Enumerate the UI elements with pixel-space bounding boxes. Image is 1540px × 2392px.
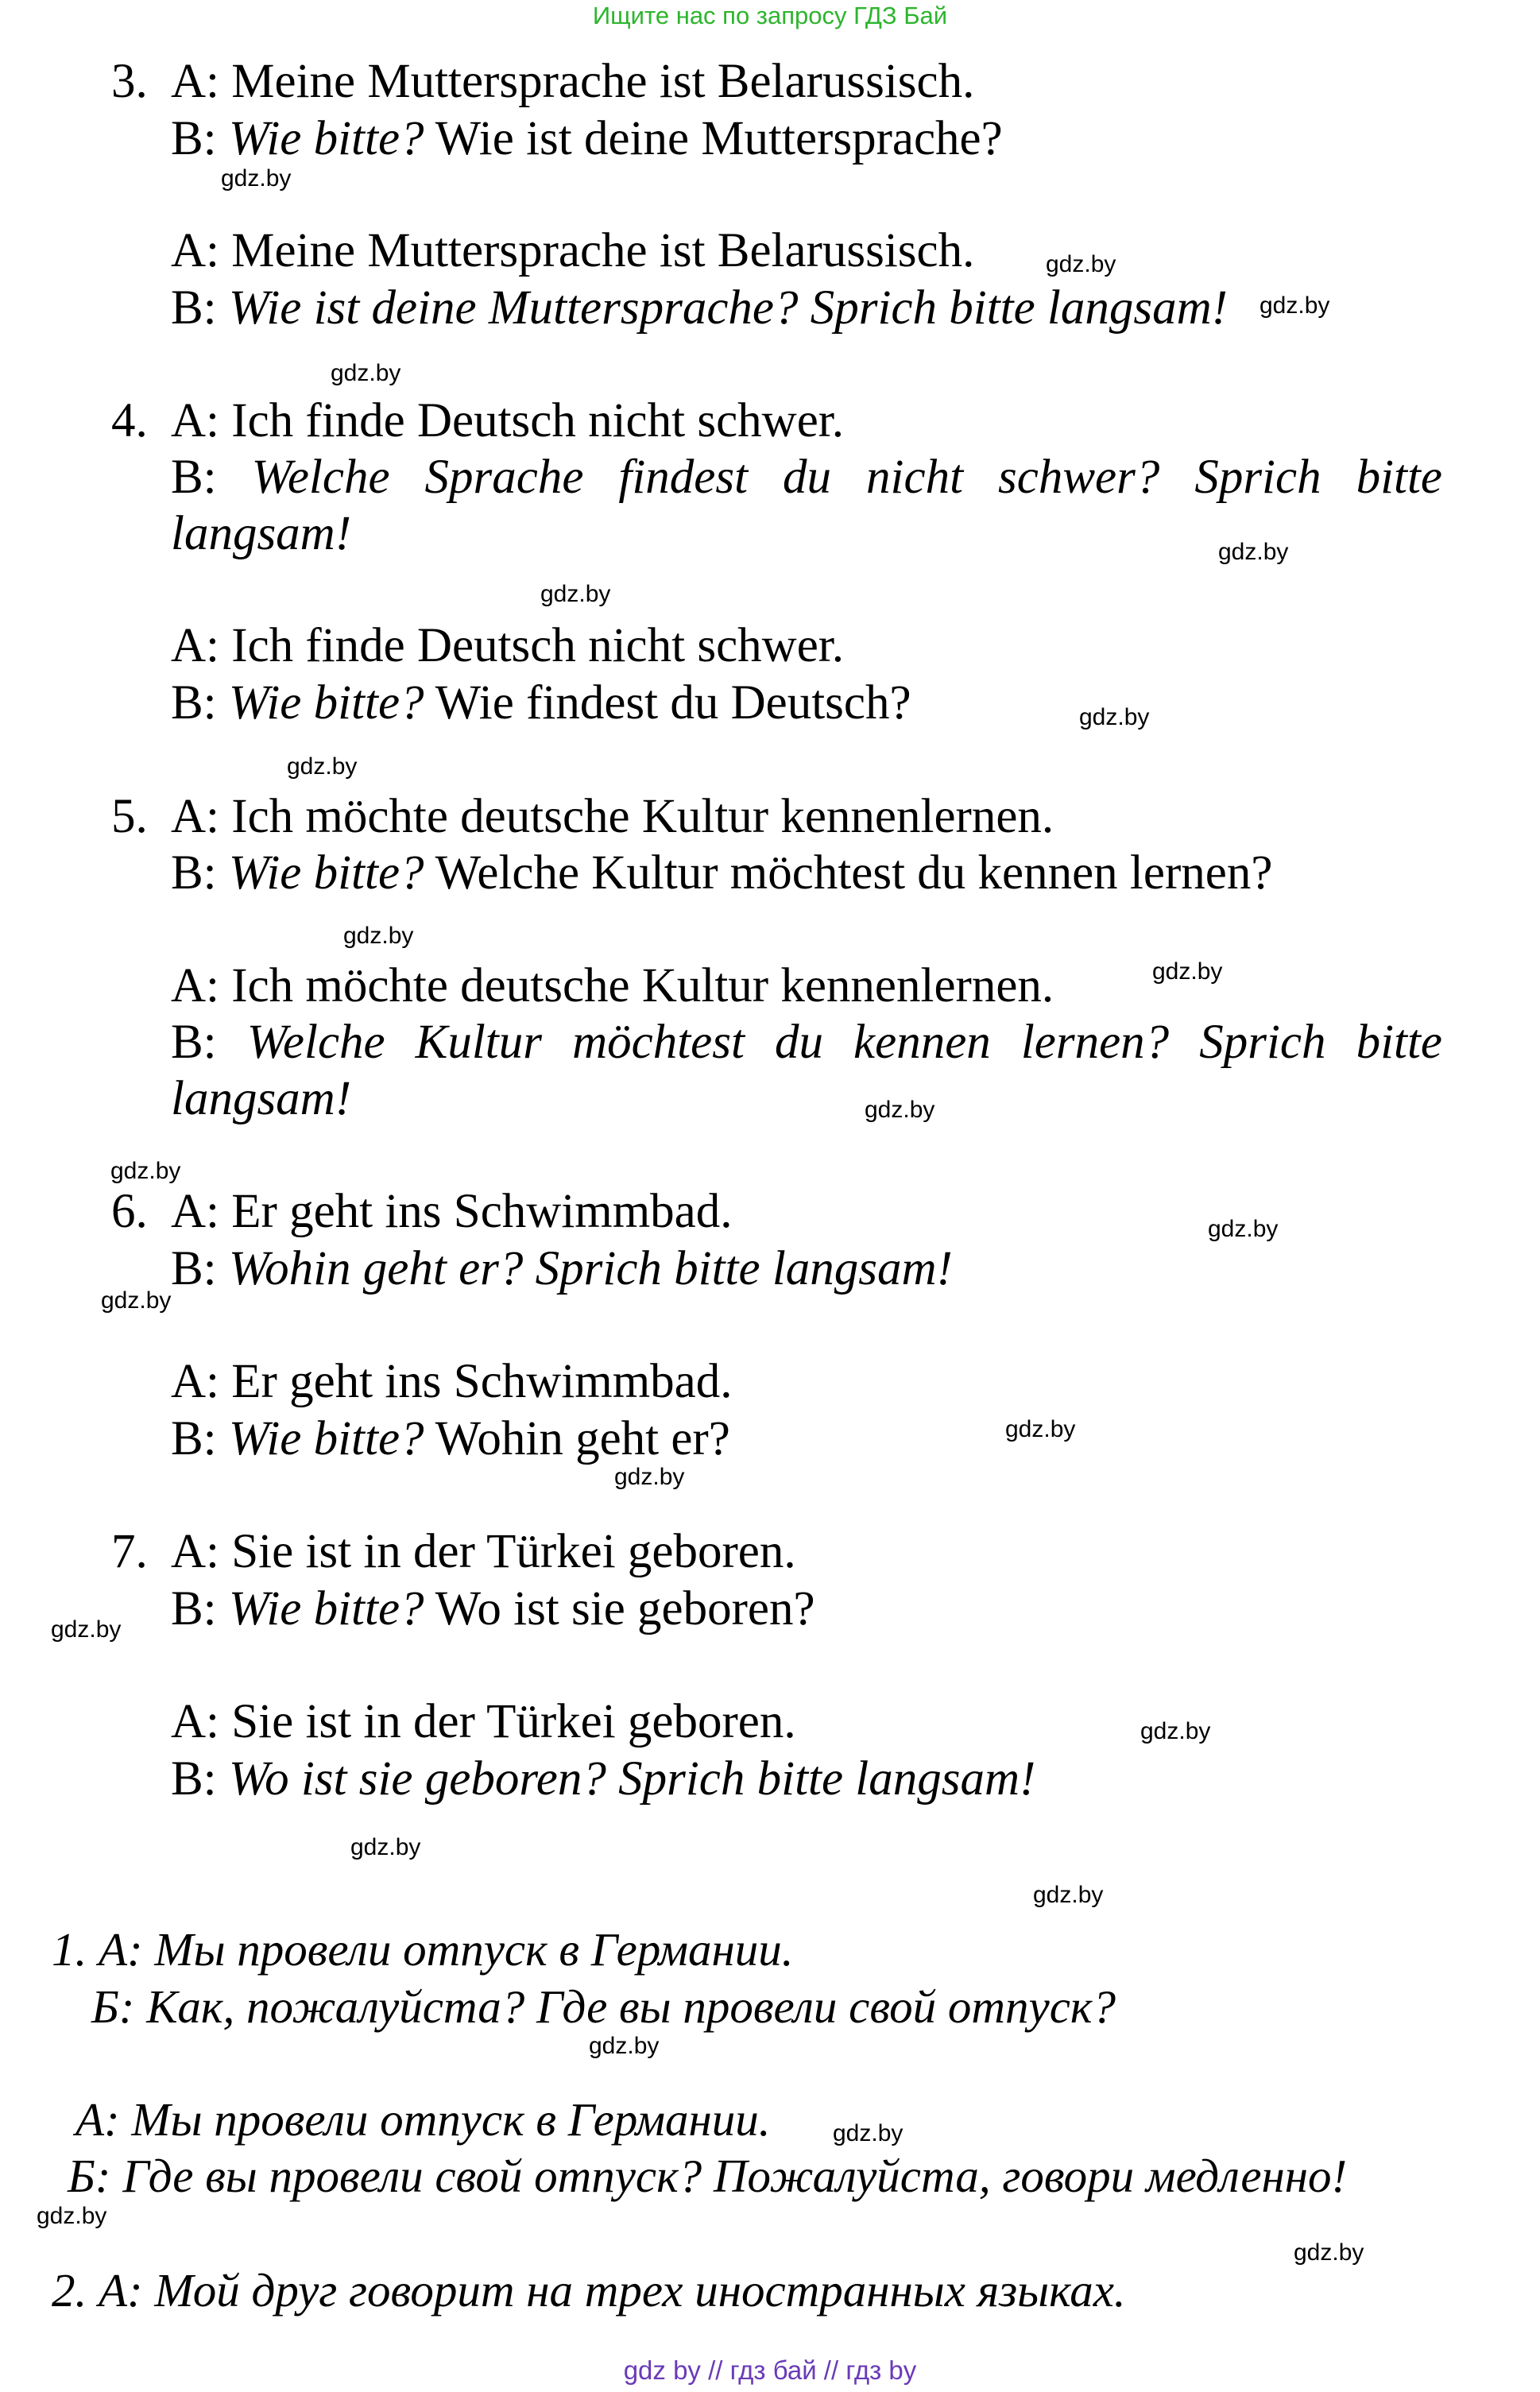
watermark: gdz.by: [110, 1158, 181, 1184]
italic-phrase: Welche Kultur möchtest du kennen lernen? Sprich bitte: [246, 1016, 1442, 1069]
watermark: gdz.by: [37, 2203, 107, 2229]
exercise-6-a2: A: Er geht ins Schwimmbad.: [171, 1355, 733, 1408]
exercise-6-a1: A: Er geht ins Schwimmbad.: [171, 1185, 733, 1238]
italic-phrase: Wie bitte?: [228, 676, 424, 730]
exercise-6-b2: [171, 1411, 730, 1467]
watermark: gdz.by: [343, 923, 414, 949]
speaker-label: B:: [171, 676, 229, 730]
speaker-label: B:: [171, 1016, 247, 1069]
exercise-7-number: 7.: [111, 1525, 148, 1578]
exercise-4-a2: A: Ich finde Deutsch nicht schwer.: [171, 619, 844, 672]
watermark: gdz.by: [1005, 1416, 1076, 1442]
italic-phrase: Wie ist deine Muttersprache? Sprich bitte langsam!: [228, 281, 1228, 335]
exercise-4-a1: A: Ich finde Deutsch nicht schwer.: [171, 394, 844, 447]
translation-2-a1: 2. А: Мой друг говорит на трех иностранных языках.: [52, 2264, 1126, 2317]
translation-1-a2: А: Мы провели отпуск в Германии.: [75, 2093, 771, 2146]
watermark: gdz.by: [287, 753, 358, 780]
watermark: gdz.by: [614, 1464, 685, 1490]
watermark: gdz.by: [1046, 251, 1116, 277]
plain-phrase: Wohin geht er?: [424, 1412, 730, 1465]
exercise-4-b1-cont: [171, 506, 351, 562]
exercise-6-number: 6.: [111, 1185, 148, 1238]
footer-links[interactable]: gdz by // гдз бай // гдз by: [623, 2355, 917, 2385]
speaker-label: B:: [171, 112, 229, 165]
italic-phrase: Wohin geht er? Sprich bitte langsam!: [228, 1242, 953, 1295]
speaker-label: B:: [171, 1412, 229, 1465]
exercise-4-b2: [171, 675, 911, 731]
watermark: gdz.by: [1152, 958, 1223, 985]
italic-phrase: Wie bitte?: [228, 112, 424, 165]
plain-phrase: Wo ist sie geboren?: [424, 1582, 815, 1635]
translation-1-a1: 1. А: Мы провели отпуск в Германии.: [52, 1923, 794, 1976]
exercise-5-a2: A: Ich möchte deutsche Kultur kennenlernen.: [171, 959, 1054, 1012]
exercise-7-a2: A: Sie ist in der Türkei geboren.: [171, 1695, 796, 1748]
speaker-label: B:: [171, 846, 229, 900]
exercise-5-a1: A: Ich möchte deutsche Kultur kennenlernen.: [171, 790, 1054, 843]
speaker-label: B:: [171, 451, 252, 504]
italic-phrase: Wie bitte?: [228, 1582, 424, 1635]
watermark: gdz.by: [331, 360, 401, 386]
italic-phrase: Wo ist sie geboren? Sprich bitte langsam!: [228, 1752, 1036, 1806]
translation-1-b1: Б: Как, пожалуйста? Где вы провели свой отпуск?: [91, 1980, 1116, 2033]
watermark: gdz.by: [1259, 292, 1330, 319]
plain-phrase: Wie findest du Deutsch?: [424, 676, 911, 730]
watermark: gdz.by: [865, 1097, 935, 1123]
exercise-5-b2: [171, 1015, 1442, 1070]
watermark: gdz.by: [833, 2120, 903, 2146]
watermark: gdz.by: [1208, 1216, 1279, 1242]
exercise-5-b2-cont: [171, 1071, 351, 1127]
watermark: gdz.by: [1294, 2239, 1364, 2266]
watermark: gdz.by: [221, 165, 292, 192]
watermark: gdz.by: [1033, 1882, 1104, 1908]
exercise-4-number: 4.: [111, 394, 148, 447]
exercise-7-b1: [171, 1581, 815, 1637]
italic-phrase: langsam!: [171, 507, 352, 560]
watermark: gdz.by: [589, 2033, 660, 2059]
watermark: gdz.by: [101, 1287, 172, 1314]
italic-phrase: langsam!: [171, 1072, 352, 1125]
exercise-3-number: 3.: [111, 55, 148, 108]
watermark: gdz.by: [1218, 539, 1289, 565]
exercise-6-b1: [171, 1241, 953, 1297]
speaker-label: B:: [171, 281, 229, 335]
exercise-5-number: 5.: [111, 790, 148, 843]
top-banner[interactable]: Ищите нас по запросу ГДЗ Бай: [592, 2, 948, 29]
exercise-3-b2: [171, 281, 1228, 336]
watermark: gdz.by: [1140, 1718, 1211, 1744]
watermark: gdz.by: [350, 1834, 421, 1860]
exercise-3-b1: [171, 111, 1003, 167]
watermark: gdz.by: [1079, 704, 1150, 730]
translation-1-b2: Б: Где вы провели свой отпуск? Пожалуйста, говори медленно!: [68, 2150, 1348, 2202]
speaker-label: B:: [171, 1242, 229, 1295]
plain-phrase: Wie ist deine Muttersprache?: [424, 112, 1003, 165]
italic-phrase: Welche Sprache findest du nicht schwer? Sprich bitte: [251, 451, 1442, 504]
exercise-4-b1: [171, 450, 1442, 505]
watermark: gdz.by: [540, 581, 611, 607]
watermark: gdz.by: [51, 1616, 122, 1643]
exercise-3-a2: A: Meine Muttersprache ist Belarussisch.: [171, 224, 975, 277]
exercise-7-b2: [171, 1751, 1035, 1807]
exercise-7-a1: A: Sie ist in der Türkei geboren.: [171, 1525, 796, 1578]
speaker-label: B:: [171, 1752, 229, 1806]
italic-phrase: Wie bitte?: [228, 1412, 424, 1465]
italic-phrase: Wie bitte?: [228, 846, 424, 900]
plain-phrase: Welche Kultur möchtest du kennen lernen?: [424, 846, 1273, 900]
exercise-3-a1: A: Meine Muttersprache ist Belarussisch.: [171, 55, 975, 108]
speaker-label: B:: [171, 1582, 229, 1635]
exercise-5-b1: [171, 846, 1272, 901]
